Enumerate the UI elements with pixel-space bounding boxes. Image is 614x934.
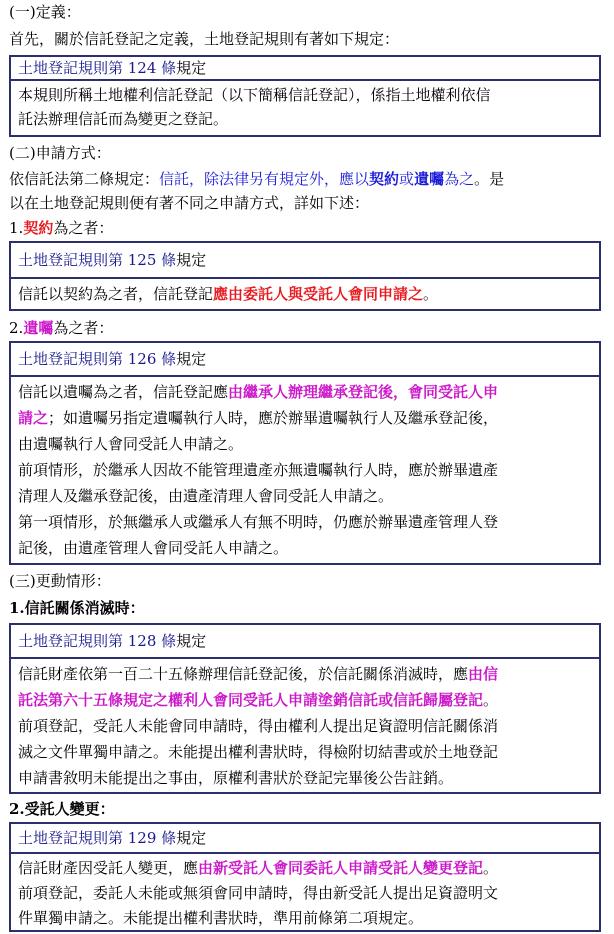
point-2-heading: 2.遺囑為之者： [9,319,114,337]
section-2-intro-2: 以在土地登記規則便有著不同之申請方式，詳如下述： [9,194,370,212]
section-1-heading: (一)定義： [9,3,81,21]
rule-124-body: 本規則所稱土地權利信託登記（以下簡稱信託登記），係指土地權利依信 託法辦理信託而為變更之登記。 [18,86,491,128]
section-3-heading: (三)更動情形： [9,572,111,590]
rule-129-box [9,822,601,932]
rule-128-header: 土地登記規則第 128 條規定 [18,632,207,650]
rule-129-header: 土地登記規則第 129 條規定 [18,829,207,847]
rule-125-header: 土地登記規則第 125 條規定 [18,251,207,269]
section-2-intro: 依信託法第二條規定：信託，除法律另有規定外，應以契約或遺囑為之。是 [9,170,505,188]
rule-124-header: 土地登記規則第 124 條規定 [18,59,207,77]
section-3-point-1: 1.信託關係消滅時： [9,599,145,617]
rule-126-header: 土地登記規則第 126 條規定 [18,350,207,368]
rule-126-box [9,341,601,565]
rule-126-body: 信託以遺囑為之者，信託登記應由繼承人辦理繼承登記後，會同受託人申 請之；如遺囑另指定遺囑執行人時，應於辦畢遺囑執行人及繼承登記後， 由遺囑執行人會同受託人申請之。 前項情形，於繼承人因故不能管理遺產亦無遺囑執行人時，應於辦畢遺產 清理人及繼承登記後，由遺產清理人會同受託人申請之。 第一項情形，於無繼承人或繼承人有無不明時，仍應於辦畢遺產管理人登 記後，由遺產管理人會同受託人申請之。 [18,383,499,557]
rule-124-box [9,55,601,137]
rule-128-body: 信託財產依第一百二十五條辦理信託登記後，於信託關係消滅時，應由信 託法第六十五條規定之權利人會同受託人申請塗銷信託或信託歸屬登記。 前項登記，受託人未能會同申請時，得由權利人提出足資證明信託關係消 滅之文件單獨申請之。未能提出權利書狀時，得檢附切結書或於土地登記 申請書敘明未能提出之事由，原權利書狀於登記完畢後公告註銷。 [18,665,499,787]
rule-125-box [9,241,601,311]
section-2-heading: (二)申請方式： [9,144,111,162]
rule-128-box [9,623,601,794]
point-1-heading: 1.契約為之者： [9,219,114,237]
section-3-point-2: 2.受託人變更： [9,800,115,818]
rule-129-body: 信託財產因受託人變更，應由新受託人會同委託人申請受託人變更登記。 前項登記，委託人未能或無須會同申請時，得由新受託人提出足資證明文 件單獨申請之。未能提出權利書狀時，準用前條第二項規定。 [18,859,499,927]
section-1-intro: 首先，關於信託登記之定義，土地登記規則有著如下規定： [9,30,400,48]
rule-125-body: 信託以契約為之者，信託登記應由委託人與受託人會同申請之。 [18,285,439,303]
